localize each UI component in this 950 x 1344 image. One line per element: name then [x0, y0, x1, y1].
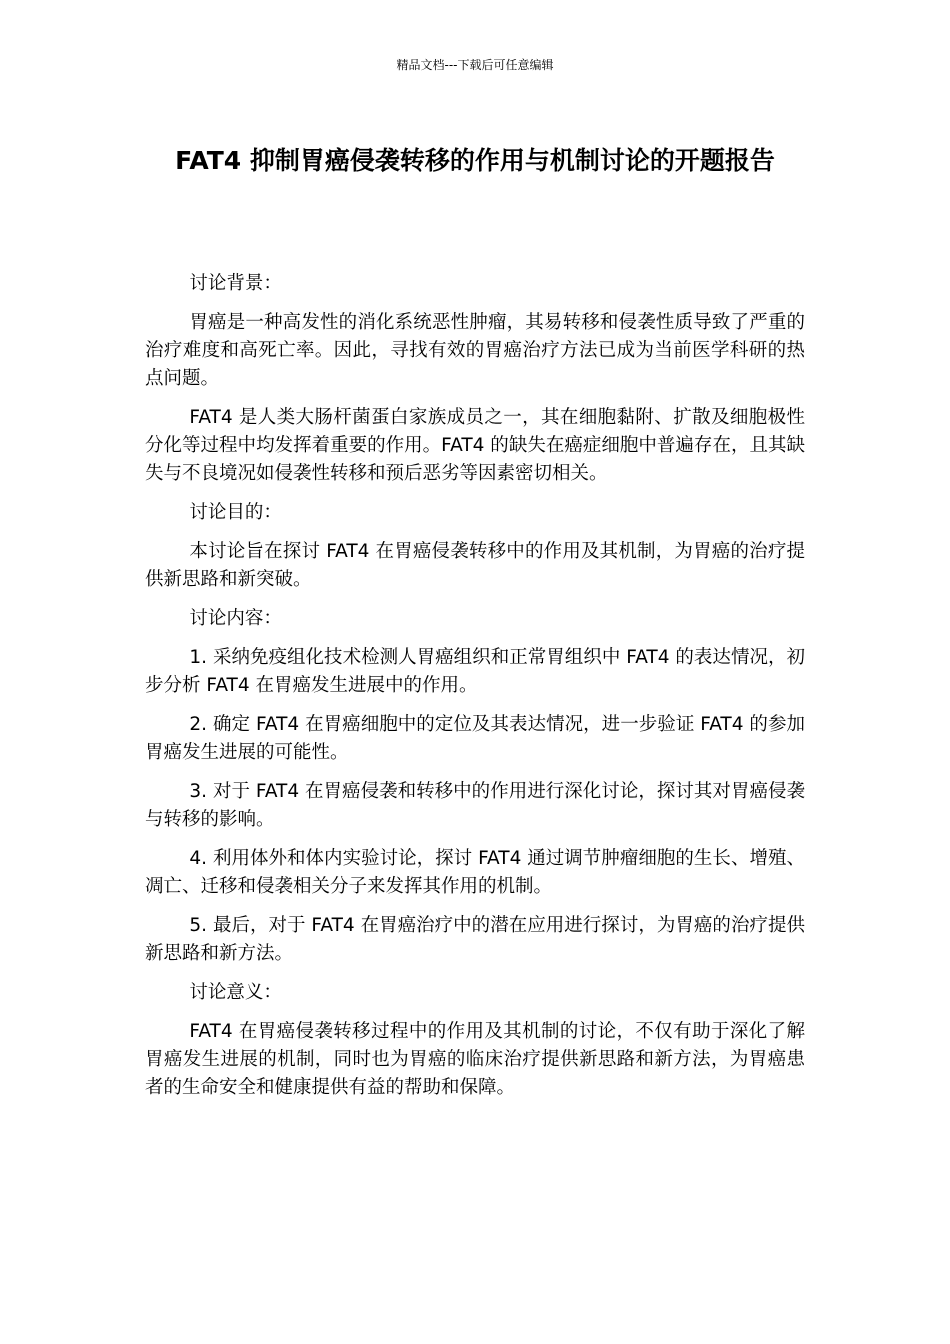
content-item-2: 2. 确定 FAT4 在胃癌细胞中的定位及其表达情况，进一步验证 FAT4 的参加胃癌发生进展的可能性。 — [145, 714, 805, 763]
paragraph-background-1: 胃癌是一种高发性的消化系统恶性肿瘤，其易转移和侵袭性质导致了严重的治疗难度和高死亡率。因此，寻找有效的胃癌治疗方法已成为当前医学科研的热点问题。 — [145, 312, 805, 389]
paragraph-purpose: 本讨论旨在探讨 FAT4 在胃癌侵袭转移中的作用及其机制，为胃癌的治疗提供新思路和新突破。 — [145, 541, 805, 590]
section-heading-background: 讨论背景： — [189, 273, 282, 294]
content-item-1: 1. 采纳免疫组化技术检测人胃癌组织和正常胃组织中 FAT4 的表达情况，初步分析 FAT4 在胃癌发生进展中的作用。 — [145, 647, 805, 696]
header-note: 精品文档---下载后可任意编辑 — [396, 58, 554, 72]
content-item-5: 5. 最后，对于 FAT4 在胃癌治疗中的潜在应用进行探讨，为胃癌的治疗提供新思路和新方法。 — [145, 915, 805, 964]
document-title: FAT4 抑制胃癌侵袭转移的作用与机制讨论的开题报告 — [175, 146, 775, 175]
document-body — [145, 270, 805, 1113]
content-item-3: 3. 对于 FAT4 在胃癌侵袭和转移中的作用进行深化讨论，探讨其对胃癌侵袭与转移的影响。 — [145, 781, 805, 830]
section-heading-content: 讨论内容： — [189, 608, 282, 629]
paragraph-background-2: FAT4 是人类大肠杆菌蛋白家族成员之一，其在细胞黏附、扩散及细胞极性分化等过程中均发挥着重要的作用。FAT4 的缺失在癌症细胞中普遍存在，且其缺失与不良境况如侵袭性转移和预后恶劣等因素密切相关。 — [145, 407, 805, 484]
content-item-4: 4. 利用体外和体内实验讨论，探讨 FAT4 通过调节肿瘤细胞的生长、增殖、凋亡、迁移和侵袭相关分子来发挥其作用的机制。 — [145, 848, 805, 897]
section-heading-purpose: 讨论目的： — [189, 502, 282, 523]
paragraph-significance: FAT4 在胃癌侵袭转移过程中的作用及其机制的讨论，不仅有助于深化了解胃癌发生进展的机制，同时也为胃癌的临床治疗提供新思路和新方法，为胃癌患者的生命安全和健康提供有益的帮助和保障。 — [145, 1021, 805, 1098]
section-heading-significance: 讨论意义： — [189, 982, 282, 1003]
